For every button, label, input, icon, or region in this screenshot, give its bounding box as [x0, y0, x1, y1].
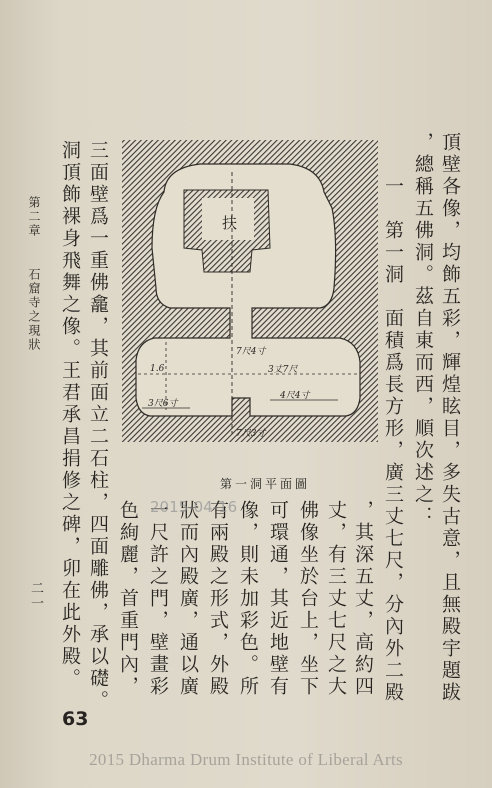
text-column-4: ，其深五丈，高約四 — [352, 500, 374, 698]
cave-floor-plan-figure — [120, 138, 380, 490]
text-column-8: 像，則未加彩色。所 — [237, 500, 259, 698]
watermark-date: 2015-04-16 — [150, 498, 238, 516]
figure-caption: 第一洞平面圖 — [219, 477, 310, 491]
dimension-height: 1.6 — [150, 364, 165, 374]
dimension-right: 4尺4寸 — [280, 391, 310, 401]
dimension-entry: 7尺3寸 — [236, 429, 266, 439]
text-column-10: 狀而內殿廣，通以廣 — [177, 500, 199, 698]
text-column-11: 一尺許之門，壁畫彩 — [147, 500, 169, 698]
page-number: 63 — [62, 708, 89, 730]
text-column-5: 丈，有三丈七尺之大 — [325, 500, 347, 698]
text-column-14: 洞頂飾裸身飛舞之像。王君承昌捐修之碑，卯在此外殿。 — [59, 140, 81, 690]
text-column-6: 佛像坐於台上，坐下 — [297, 500, 319, 698]
text-column-7: 可環通，其近地壁有 — [267, 500, 289, 698]
running-head-folio: 二一 — [28, 581, 43, 611]
watermark-footer: 2015 Dharma Drum Institute of Liberal Arts — [89, 750, 403, 769]
text-column-12: 色絢麗，首重門內， — [117, 500, 139, 698]
text-column-13: 三面壁爲一重佛龕，其前面立二石柱，四面雕佛，承以礎。 — [87, 140, 109, 712]
plan-center-char: 扶 — [222, 214, 238, 232]
running-head-title: 石窟寺之現狀 — [27, 268, 41, 352]
text-column-9: 有兩殿之形式，外殿 — [207, 500, 229, 698]
text-column-2: ，總稱五佛洞。茲自東而西，順次述之： — [412, 132, 434, 528]
dimension-door: 7尺4寸 — [236, 347, 266, 357]
text-column-3: 一 第一洞 面積爲長方形，廣三丈七尺，分內外二殿 — [382, 176, 404, 704]
text-column-1: 頂壁各像，均飾五彩，輝煌眩目，多失古意，且無殿宇題跋 — [439, 132, 461, 704]
dimension-left: 3尺6寸 — [148, 399, 178, 409]
dimension-width: 3丈7尺 — [268, 365, 298, 375]
floor-plan-drawing — [120, 138, 380, 468]
running-head-chapter: 第二章 — [27, 196, 41, 238]
